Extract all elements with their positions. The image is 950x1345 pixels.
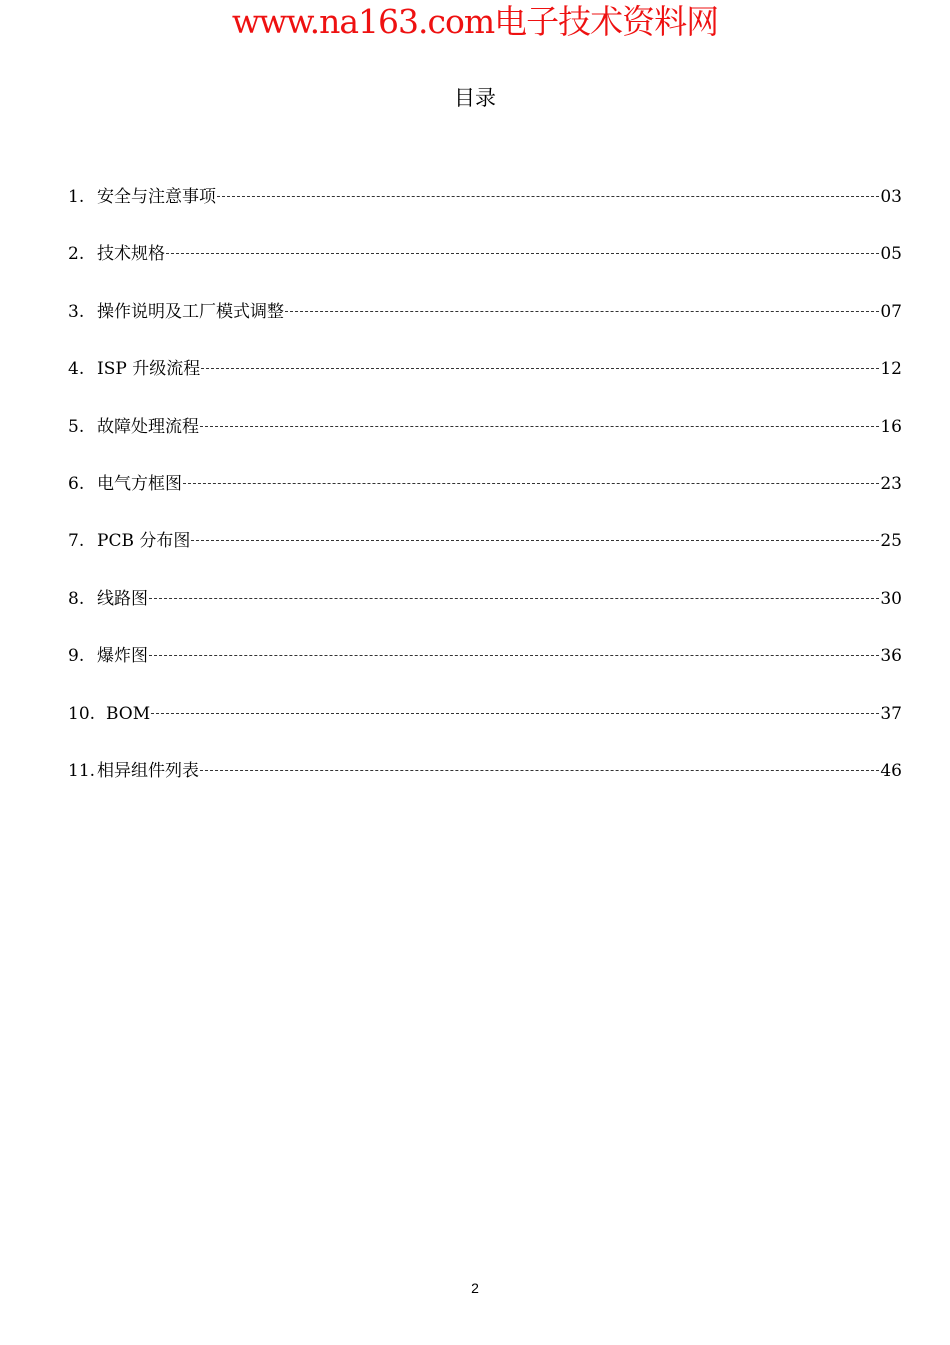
toc-entry[interactable] bbox=[68, 243, 902, 300]
toc-entry[interactable] bbox=[68, 301, 902, 358]
toc-entry-number: 8. bbox=[68, 588, 85, 609]
toc-entry-page: 03 bbox=[880, 187, 902, 207]
toc-entry-label: ISP 升级流程 bbox=[97, 359, 201, 380]
toc-entry-number: 4. bbox=[68, 359, 85, 380]
toc-entry-label: 技术规格 bbox=[97, 244, 165, 265]
toc-entry-label: 相异组件列表 bbox=[97, 760, 199, 781]
toc-entry-number: 11. bbox=[68, 760, 96, 781]
toc-entry[interactable] bbox=[68, 416, 902, 473]
toc-leader-line bbox=[166, 252, 879, 254]
toc-entry-number: 5. bbox=[68, 416, 85, 437]
toc-entry[interactable] bbox=[68, 588, 902, 645]
toc-entry-page: 12 bbox=[880, 359, 902, 380]
toc-entry-page: 07 bbox=[880, 301, 902, 322]
toc-entry-page: 05 bbox=[880, 244, 902, 265]
toc-entry-number: 2. bbox=[68, 244, 85, 265]
watermark-banner: www.na163.com电子技术资料网 bbox=[231, 2, 719, 41]
toc-entry-page: 46 bbox=[880, 760, 902, 781]
toc-entry-number: 6. bbox=[68, 473, 85, 494]
toc-leader-line bbox=[201, 367, 879, 369]
toc-entry[interactable] bbox=[68, 473, 902, 530]
toc-entry-number: 3. bbox=[68, 301, 85, 322]
toc-entry-number: 1. bbox=[68, 187, 85, 207]
toc-entry[interactable] bbox=[68, 760, 902, 817]
toc-leader-line bbox=[217, 195, 879, 197]
toc-leader-line bbox=[183, 482, 879, 484]
toc-entry[interactable] bbox=[68, 358, 902, 415]
toc-entry-page: 25 bbox=[880, 531, 902, 552]
page-number: 2 bbox=[471, 1280, 479, 1296]
toc-entry-number: 10. bbox=[68, 703, 96, 724]
toc-entry-page: 23 bbox=[880, 473, 902, 494]
toc-entry-number: 7. bbox=[68, 531, 85, 552]
toc-entry-page: 16 bbox=[880, 416, 902, 437]
toc-entry[interactable] bbox=[68, 530, 902, 587]
toc-entry-page: 30 bbox=[880, 588, 902, 609]
toc-entry-number: 9. bbox=[68, 646, 85, 667]
toc-entry-label: 安全与注意事项 bbox=[97, 187, 216, 207]
toc-entry-label: 线路图 bbox=[97, 588, 148, 609]
toc-entry-label: 故障处理流程 bbox=[97, 416, 199, 437]
toc-leader-line bbox=[191, 539, 879, 541]
toc-entry-label: PCB 分布图 bbox=[97, 531, 191, 552]
toc-leader-line bbox=[149, 597, 879, 599]
toc-entry-label: 操作说明及工厂模式调整 bbox=[97, 301, 284, 322]
table-of-contents bbox=[68, 186, 902, 817]
toc-leader-line bbox=[200, 769, 879, 771]
toc-leader-line bbox=[149, 654, 879, 656]
toc-leader-line bbox=[200, 425, 879, 427]
toc-entry[interactable] bbox=[68, 703, 902, 760]
toc-entry-page: 37 bbox=[880, 703, 902, 724]
toc-entry-label: 电气方框图 bbox=[97, 473, 182, 494]
toc-entry-label: 爆炸图 bbox=[97, 646, 148, 667]
toc-entry[interactable] bbox=[68, 186, 902, 243]
toc-title: 目录 bbox=[454, 86, 496, 110]
toc-entry[interactable] bbox=[68, 645, 902, 702]
toc-leader-line bbox=[151, 712, 879, 714]
toc-entry-page: 36 bbox=[880, 646, 902, 667]
toc-leader-line bbox=[285, 310, 879, 312]
toc-entry-label: BOM bbox=[106, 703, 151, 724]
